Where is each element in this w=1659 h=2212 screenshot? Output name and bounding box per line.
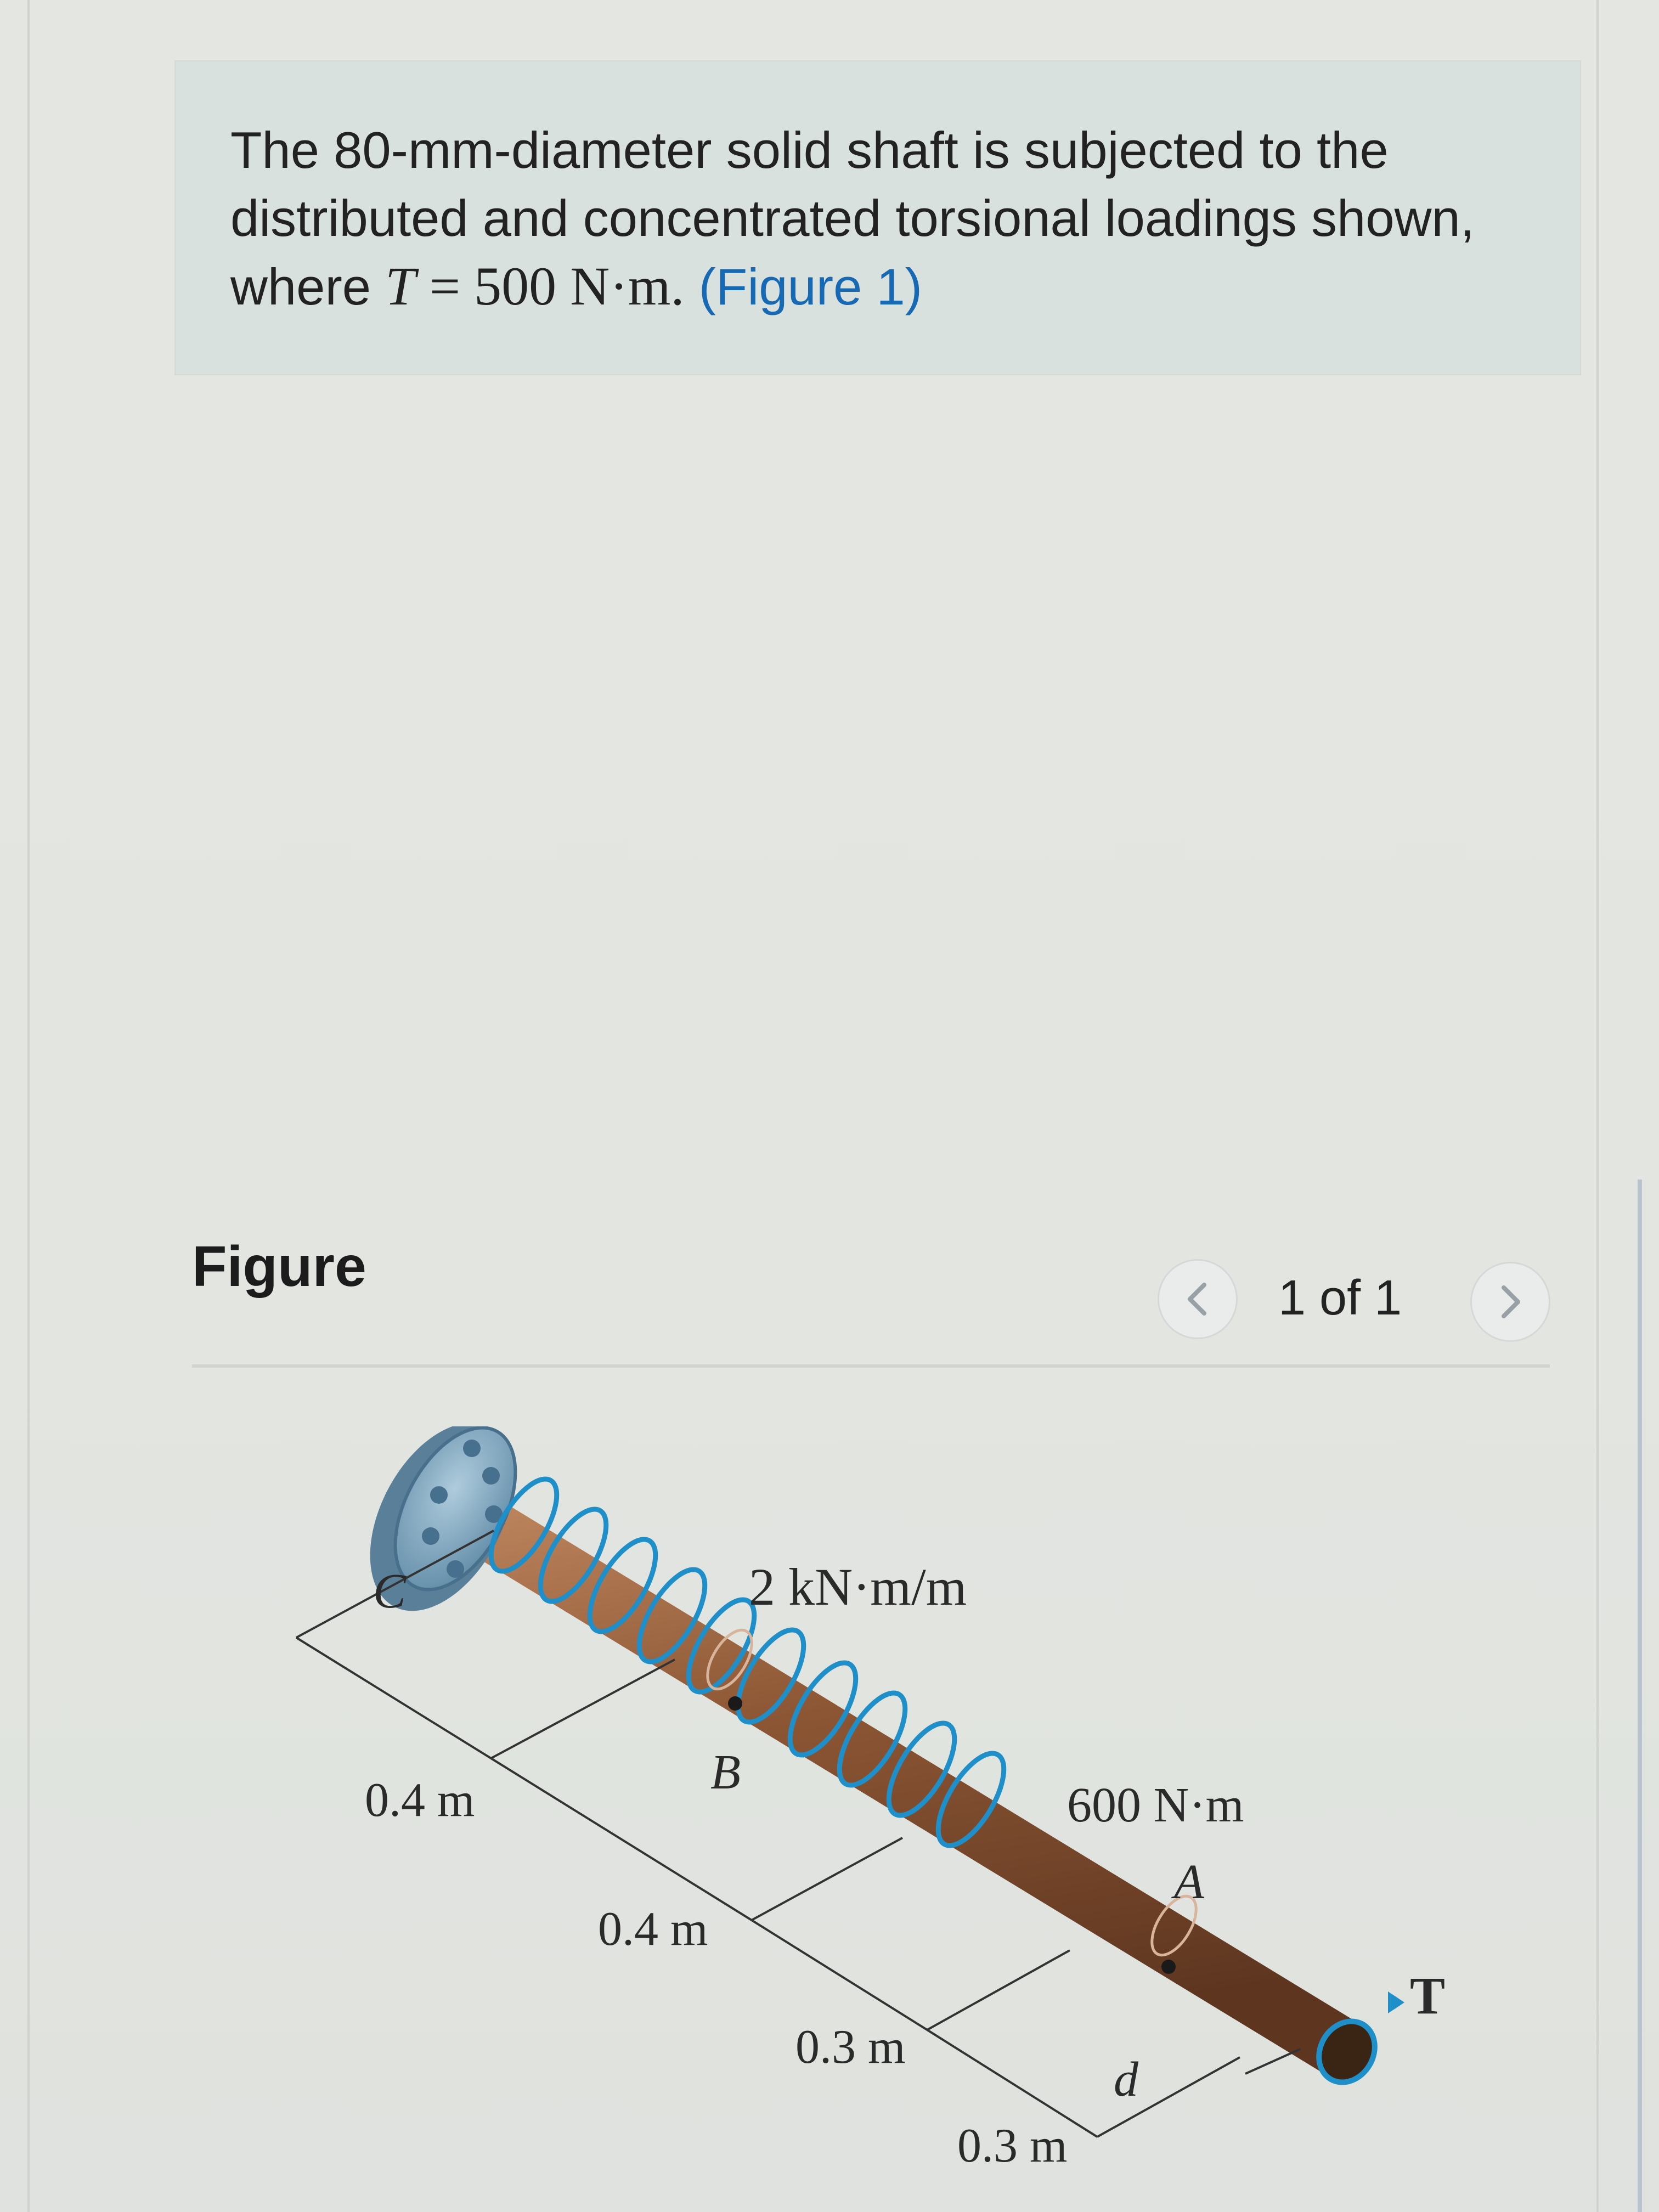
problem-statement bbox=[230, 116, 1558, 321]
label-a: A bbox=[1174, 1855, 1204, 1909]
problem-line-2: distributed and concentrated torsional loadings shown, bbox=[230, 189, 1475, 247]
chevron-right-icon bbox=[1472, 1263, 1549, 1340]
right-border bbox=[1596, 0, 1599, 2212]
previous-figure-button[interactable] bbox=[1158, 1259, 1238, 1339]
dimension-label-3: 0.3 m bbox=[795, 2021, 906, 2074]
label-t: T bbox=[1410, 1966, 1446, 2025]
problem-line-3-prefix: where bbox=[230, 258, 386, 315]
chevron-left-icon bbox=[1159, 1261, 1236, 1338]
point-b-marker bbox=[728, 1696, 742, 1711]
shaft-diagram bbox=[274, 1426, 1536, 2205]
torque-value: = 500 N·m. bbox=[415, 256, 685, 317]
figure-link[interactable]: (Figure 1) bbox=[698, 258, 923, 315]
end-torque-arrowhead bbox=[1388, 1991, 1404, 2013]
figure-divider bbox=[192, 1364, 1550, 1368]
figure-heading: Figure bbox=[192, 1235, 366, 1299]
dimension-label-2: 0.4 m bbox=[598, 1903, 708, 1956]
problem-line-1: The 80-mm-diameter solid shaft is subjected to the bbox=[230, 121, 1389, 179]
next-figure-button[interactable] bbox=[1470, 1262, 1550, 1342]
problem-statement-box bbox=[174, 60, 1581, 375]
scrollbar-track[interactable] bbox=[1638, 1180, 1642, 2212]
dimension-label-1: 0.4 m bbox=[365, 1774, 475, 1827]
label-b: B bbox=[710, 1745, 741, 1799]
point-a-marker bbox=[1161, 1960, 1176, 1974]
distributed-load-label: 2 kN·m/m bbox=[749, 1558, 967, 1616]
concentrated-torque-label: 600 N·m bbox=[1067, 1778, 1244, 1832]
figure-page-counter: 1 of 1 bbox=[1278, 1271, 1402, 1325]
torque-variable: T bbox=[385, 256, 416, 317]
label-d: d bbox=[1114, 2052, 1138, 2107]
label-c: C bbox=[373, 1564, 407, 1618]
left-border bbox=[27, 0, 30, 2212]
problem-line-3 bbox=[230, 252, 1558, 321]
dimension-label-4: 0.3 m bbox=[957, 2119, 1068, 2172]
